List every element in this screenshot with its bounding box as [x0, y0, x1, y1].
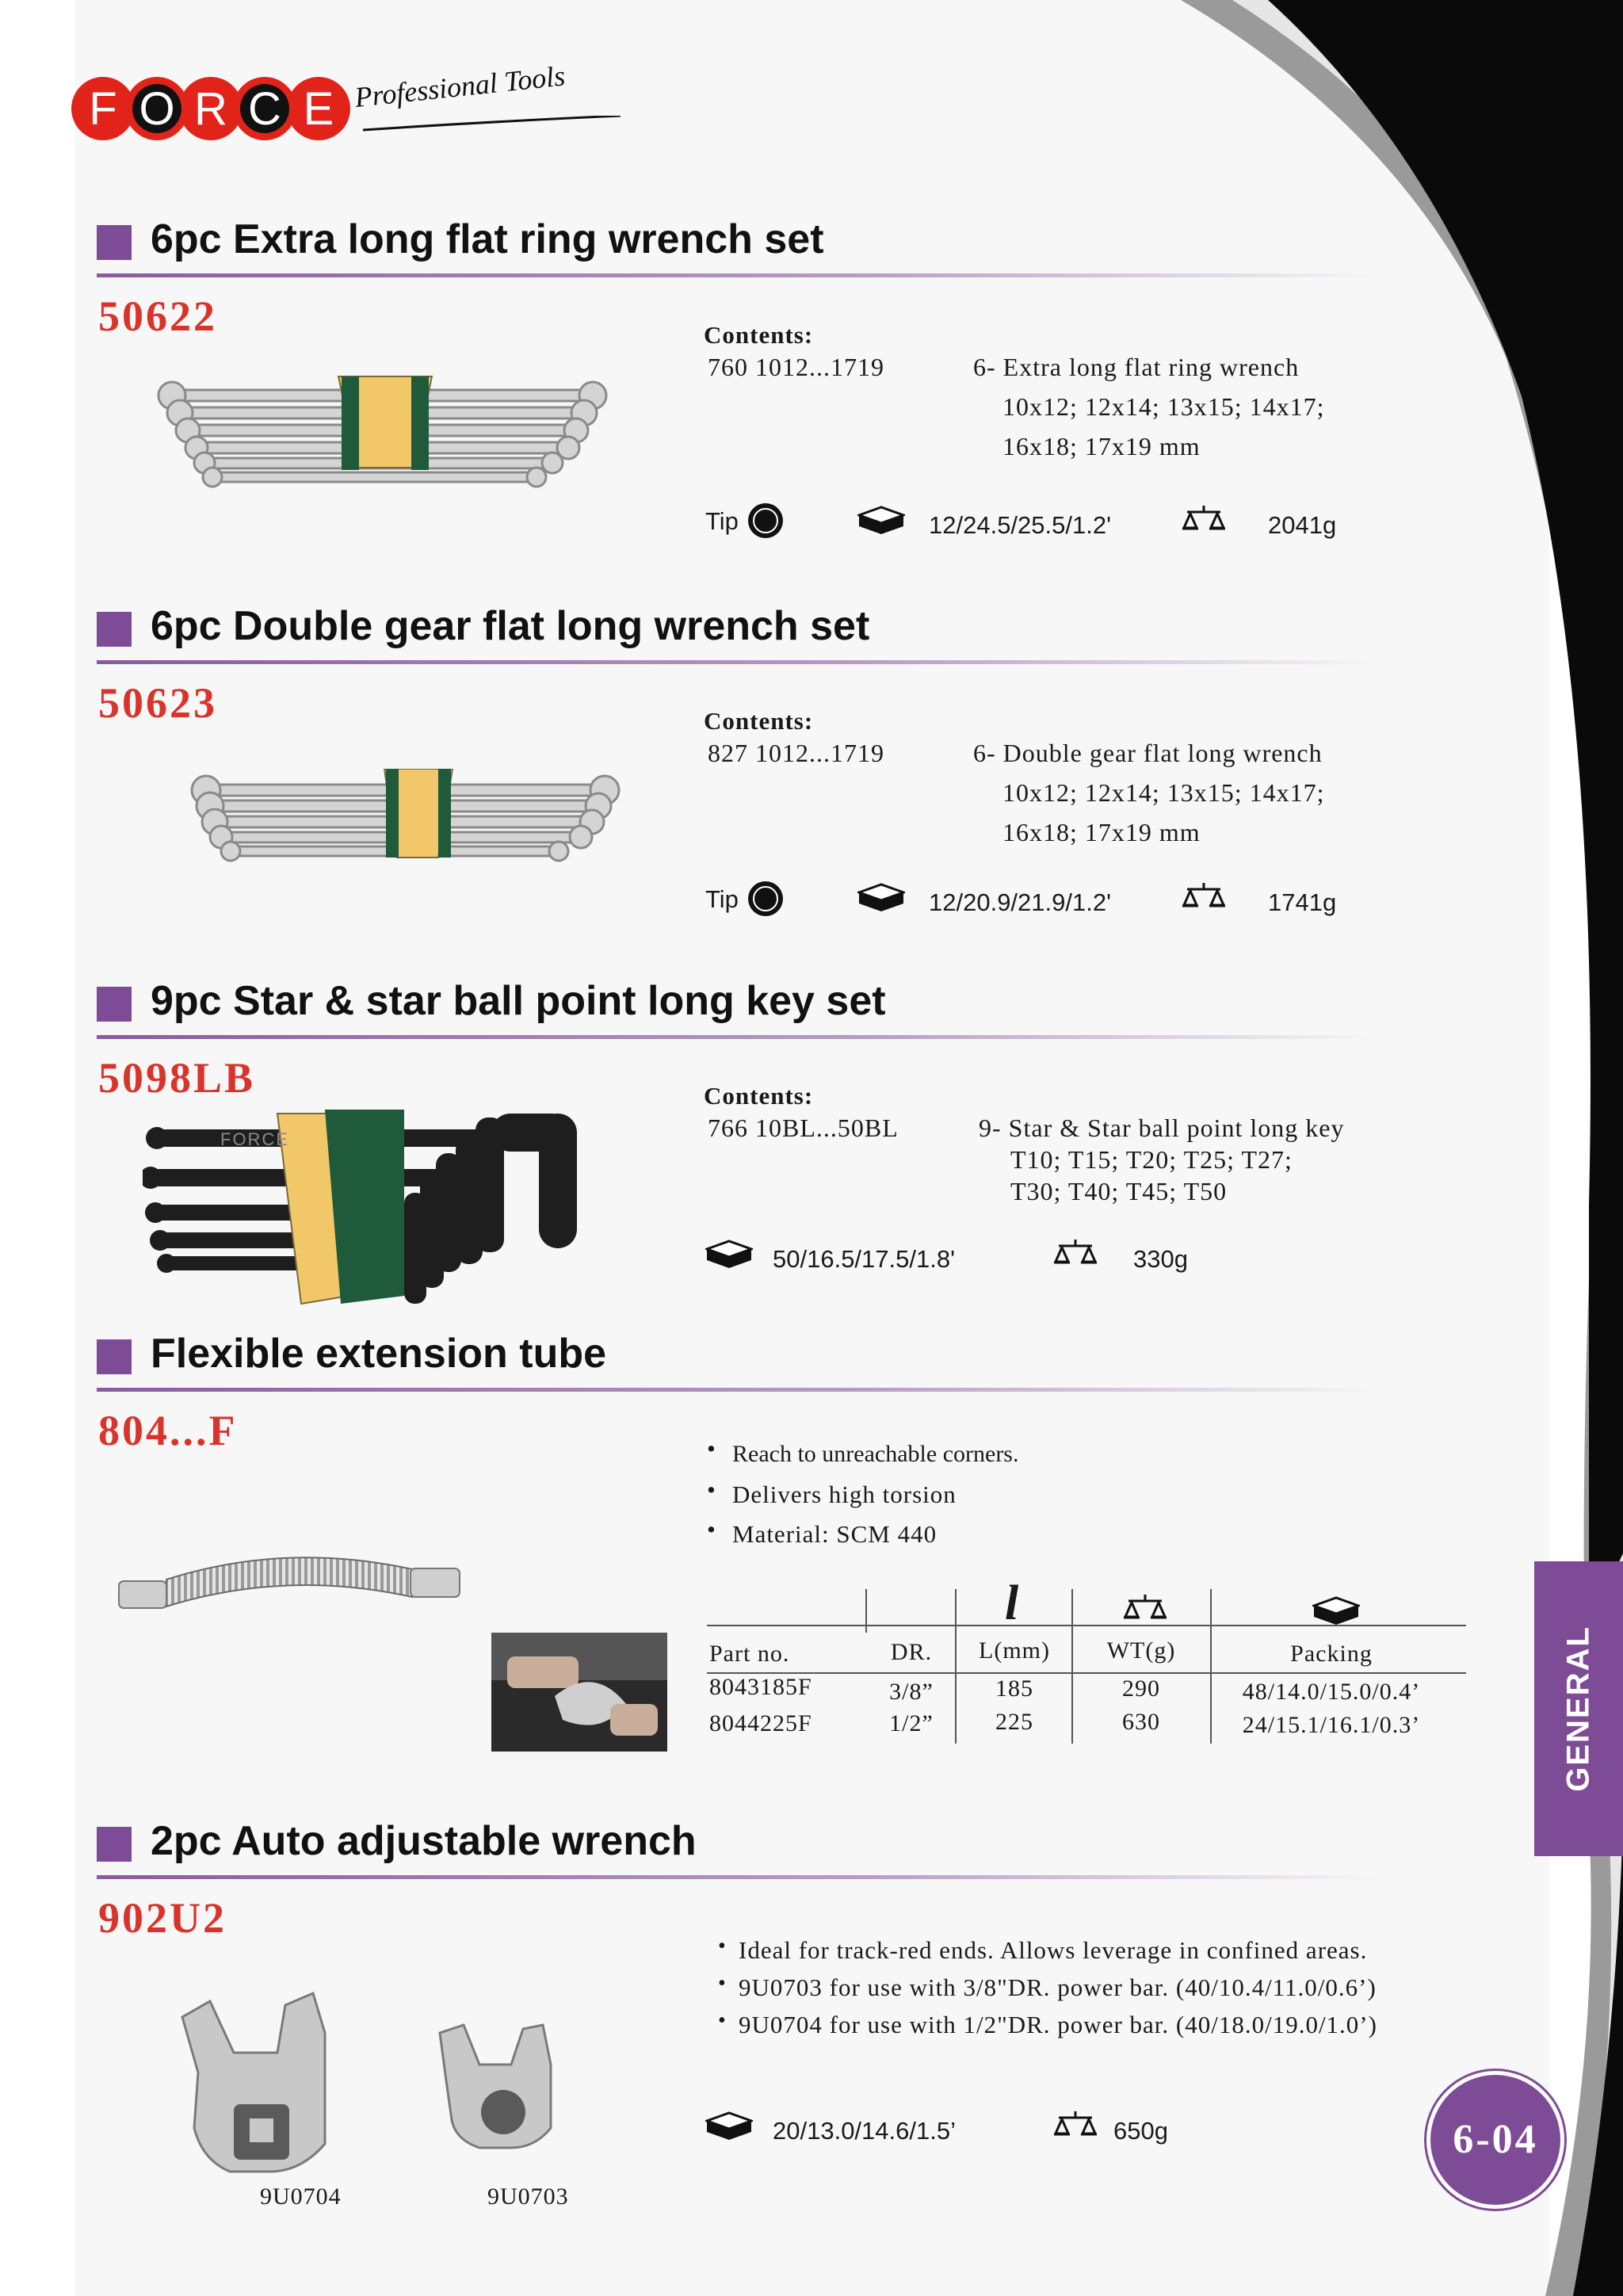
star-key-set-image	[143, 1106, 602, 1316]
item-sizes-line2: 16x18; 17x19 mm	[1002, 818, 1201, 846]
part-range: 760 1012...1719	[708, 353, 884, 381]
weight-scale-icon	[1124, 1593, 1167, 1625]
table-cell-length: 185	[995, 1675, 1033, 1702]
packing-box-icon	[857, 504, 905, 536]
weight-scale-icon	[1182, 881, 1225, 913]
part-range: 827 1012...1719	[708, 739, 884, 767]
packing-value: 20/13.0/14.6/1.5’	[773, 2117, 956, 2145]
tool-brand-print: FORCE	[220, 1129, 289, 1149]
weight-scale-icon	[1054, 2110, 1097, 2141]
table-column-divider	[955, 1589, 957, 1744]
table-cell-part-no: 8043185F	[709, 1674, 812, 1700]
section-title: 2pc Auto adjustable wrench	[151, 1818, 697, 1864]
feature-bullet: 9U0704 for use with 1/2"DR. power bar. (40/18.0/19.0/1.0’)	[739, 2011, 1377, 2038]
table-header-packing: Packing	[1290, 1641, 1373, 1667]
table-cell-dr: 1/2”	[889, 1710, 934, 1736]
table-cell-packing: 48/14.0/15.0/0.4’	[1242, 1679, 1421, 1705]
packing-value: 50/16.5/17.5/1.8'	[773, 1245, 956, 1273]
table-header-dr: DR.	[890, 1639, 933, 1665]
section-title: 6pc Extra long flat ring wrench set	[151, 216, 824, 262]
packing-value: 12/20.9/21.9/1.2'	[929, 888, 1112, 916]
wrench-caption: 9U0704	[260, 2183, 342, 2210]
item-sizes-line1: 10x12; 12x14; 13x15; 14x17;	[1002, 778, 1325, 807]
bullet-dot: •	[707, 1435, 716, 1462]
weight-value: 1741g	[1268, 888, 1337, 916]
page-number-badge	[1430, 2075, 1560, 2205]
item-sizes-line2: T30; T40; T45; T50	[1010, 1177, 1228, 1205]
feature-bullet: Delivers high torsion	[732, 1480, 957, 1508]
brand-letter-e: E	[303, 83, 334, 135]
section-marker	[97, 612, 132, 647]
brand-letter-c: C	[248, 83, 281, 135]
bullet-dot: •	[707, 1476, 716, 1503]
weight-scale-icon	[1054, 1238, 1097, 1270]
bullet-dot: •	[718, 1934, 727, 1958]
brand-tagline: Professional Tools	[353, 59, 567, 114]
table-header-part-no: Part no.	[709, 1641, 790, 1667]
section-marker	[97, 1827, 132, 1862]
table-cell-packing: 24/15.1/16.1/0.3’	[1242, 1712, 1421, 1738]
section-divider	[97, 273, 1381, 277]
weight-value: 330g	[1133, 1245, 1188, 1273]
packing-box-icon	[705, 1238, 753, 1270]
tip-label: Tip	[705, 885, 739, 913]
table-column-divider	[1071, 1589, 1073, 1744]
section-divider	[97, 1388, 1381, 1392]
product-code: 50622	[98, 292, 217, 340]
tip-label: Tip	[705, 507, 739, 535]
weight-value: 650g	[1113, 2117, 1168, 2145]
feature-bullet: Ideal for track-red ends. Allows leverage in confined areas.	[739, 1936, 1368, 1964]
feature-bullet: 9U0703 for use with 3/8"DR. power bar. (40/10.4/11.0/0.6’)	[739, 1973, 1377, 2001]
tip-icon	[747, 502, 785, 540]
table-header-length: L(mm)	[979, 1637, 1050, 1664]
item-description: 9- Star & Star ball point long key	[979, 1114, 1345, 1142]
page-number: 6-04	[1453, 2117, 1538, 2162]
bullet-dot: •	[718, 2008, 727, 2033]
flex-tube-image	[111, 1534, 475, 1621]
table-column-divider	[1210, 1589, 1212, 1744]
section-marker	[97, 987, 132, 1022]
bullet-dot: •	[707, 1515, 716, 1543]
brand-logo	[70, 59, 567, 144]
product-code: 5098LB	[98, 1054, 256, 1102]
brand-letter-f: F	[89, 83, 117, 135]
section-divider	[97, 660, 1381, 664]
tip-icon	[747, 880, 785, 918]
packing-box-icon	[1312, 1595, 1360, 1626]
section-title: 6pc Double gear flat long wrench set	[151, 603, 870, 649]
side-tab	[1534, 1561, 1623, 1856]
adjustable-wrench-large-image	[166, 1985, 365, 2176]
length-icon: l	[1005, 1576, 1019, 1630]
item-sizes-line1: 10x12; 12x14; 13x15; 14x17;	[1002, 392, 1325, 421]
table-header-weight: WT(g)	[1106, 1637, 1176, 1664]
contents-label: Contents:	[704, 321, 814, 349]
section-marker	[97, 1339, 132, 1374]
tagline-swash	[363, 116, 624, 135]
table-body-rule	[707, 1672, 1466, 1674]
bullet-dot: •	[718, 1971, 727, 1996]
part-range: 766 10BL...50BL	[708, 1114, 899, 1142]
section-title: 9pc Star & star ball point long key set	[151, 978, 886, 1024]
brand-letter-o: O	[139, 83, 175, 135]
section-title: Flexible extension tube	[151, 1331, 607, 1377]
contents-label: Contents:	[704, 1082, 814, 1110]
item-sizes-line1: T10; T15; T20; T25; T27;	[1010, 1145, 1293, 1174]
contents-label: Contents:	[704, 707, 814, 735]
flex-tube-usage-photo	[491, 1633, 667, 1752]
table-cell-length: 225	[995, 1709, 1033, 1735]
ring-wrench-set-image	[155, 372, 622, 491]
feature-bullet: Reach to unreachable corners.	[732, 1441, 1019, 1467]
brand-letter-r: R	[194, 83, 227, 135]
product-code: 804...F	[98, 1407, 238, 1454]
packing-box-icon	[705, 2110, 753, 2141]
packing-box-icon	[857, 881, 905, 913]
side-tab-label: GENERAL	[1560, 1626, 1596, 1792]
wrench-caption: 9U0703	[487, 2183, 569, 2210]
feature-bullet: Material: SCM 440	[732, 1520, 938, 1548]
item-sizes-line2: 16x18; 17x19 mm	[1002, 432, 1201, 460]
section-divider	[97, 1035, 1381, 1039]
table-cell-dr: 3/8”	[889, 1679, 934, 1705]
packing-value: 12/24.5/25.5/1.2'	[929, 511, 1112, 539]
table-cell-part-no: 8044225F	[709, 1710, 812, 1736]
table-cell-weight: 630	[1122, 1709, 1160, 1735]
item-description: 6- Double gear flat long wrench	[973, 739, 1323, 767]
weight-value: 2041g	[1268, 511, 1337, 539]
item-description: 6- Extra long flat ring wrench	[973, 353, 1300, 381]
section-marker	[97, 225, 132, 260]
weight-scale-icon	[1182, 504, 1225, 536]
table-cell-weight: 290	[1122, 1675, 1160, 1702]
adjustable-wrench-small-image	[432, 2009, 582, 2152]
gear-wrench-set-image	[186, 769, 622, 864]
product-code: 902U2	[98, 1894, 227, 1942]
section-divider	[97, 1875, 1381, 1879]
product-code: 50623	[98, 679, 217, 727]
